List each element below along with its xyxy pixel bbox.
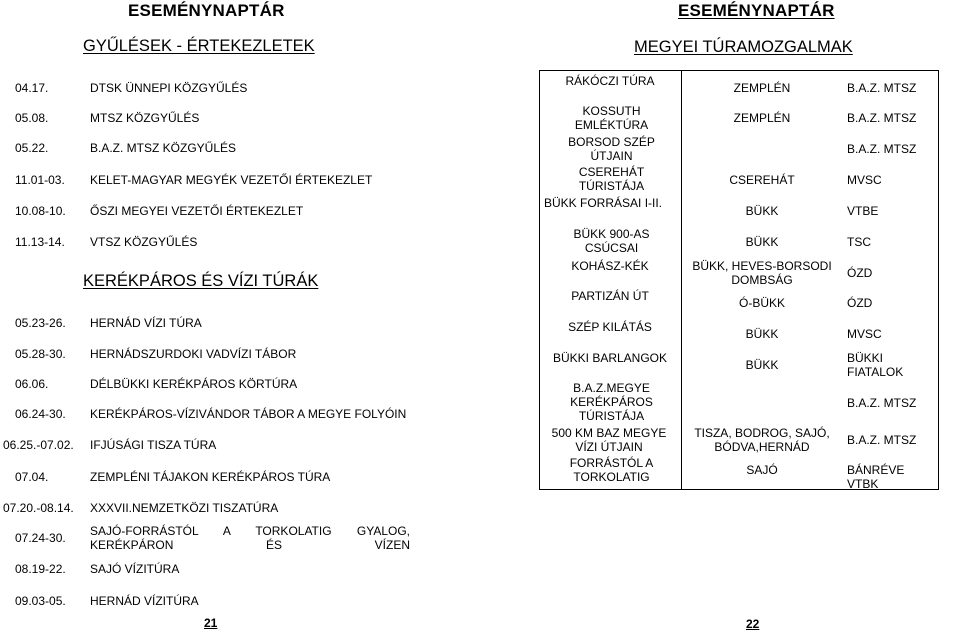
- tour-organizer: B.A.Z. MTSZ: [847, 111, 917, 125]
- event-date: 06.24-30.: [15, 407, 66, 421]
- event-date: 07.20.-08.14.: [3, 501, 74, 515]
- event-date: 05.23-26.: [15, 316, 66, 330]
- event-title: KERÉKPÁROS-VÍZIVÁNDOR TÁBOR A MEGYE FOLYÓIN: [90, 407, 407, 421]
- tour-organizer: ÓZD: [847, 296, 873, 310]
- event-title: ŐSZI MEGYEI VEZETŐI ÉRTEKEZLET: [90, 204, 304, 218]
- page-number-right: 22: [746, 617, 760, 631]
- list-item: [0, 227, 420, 257]
- event-date: 06.06.: [15, 377, 49, 391]
- event-date: 10.08-10.: [15, 204, 66, 218]
- list-item: [0, 308, 420, 338]
- event-date: 04.17.: [15, 81, 49, 95]
- event-title: VTSZ KÖZGYŰLÉS: [90, 235, 198, 249]
- tour-organizer: B.A.Z. MTSZ: [847, 396, 917, 410]
- event-title: KELET-MAGYAR MEGYÉK VEZETŐI ÉRTEKEZLET: [90, 173, 373, 187]
- list-item: [0, 133, 420, 163]
- list-item: [0, 399, 420, 429]
- event-title: SAJÓ VÍZITÚRA: [90, 562, 180, 576]
- right-header-title: ESEMÉNYNAPTÁR: [678, 1, 835, 20]
- event-date: 11.01-03.: [15, 173, 65, 187]
- section-title-tour-movements: MEGYEI TÚRAMOZGALMAK: [634, 38, 853, 56]
- tour-region: TISZA, BODROG, SAJÓ, BÓDVA,HERNÁD: [694, 426, 830, 454]
- tour-name: RÁKÓCZI TÚRA: [565, 74, 655, 88]
- tour-region: ZEMPLÉN: [733, 81, 791, 95]
- tour-region: BÜKK: [745, 327, 779, 341]
- list-item: [0, 523, 420, 553]
- tour-region: BÜKK: [745, 235, 779, 249]
- list-item: [0, 103, 420, 133]
- tour-region: Ó-BÜKK: [738, 296, 785, 310]
- section-title-bike-water: KERÉKPÁROS ÉS VÍZI TÚRÁK: [83, 272, 319, 290]
- tour-organizer: ÓZD: [847, 266, 873, 280]
- event-date: 07.24-30.: [15, 531, 66, 545]
- section-title-meetings: GYŰLÉSEK - ÉRTEKEZLETEK: [83, 37, 315, 55]
- tour-name: BORSOD SZÉP ÚTJAIN: [568, 135, 655, 163]
- page-number-left: 21: [204, 616, 218, 630]
- tour-name: FORRÁSTÓL A TORKOLATIG: [569, 456, 654, 484]
- event-title: HERNÁD VÍZITÚRA: [90, 594, 199, 608]
- event-title: SAJÓ-FORRÁSTÓL A TORKOLATIG GYALOG, KERÉKPÁRON ÉS VÍZEN: [90, 524, 410, 552]
- list-item: [0, 165, 420, 195]
- event-title: MTSZ KÖZGYŰLÉS: [90, 111, 200, 125]
- list-item: [0, 339, 420, 369]
- event-title: IFJÚSÁGI TISZA TÚRA: [90, 438, 217, 452]
- tour-region: BÜKK, HEVES-BORSODI DOMBSÁG: [692, 259, 832, 287]
- event-date: 06.25.-07.02.: [3, 438, 74, 452]
- event-date: 05.28-30.: [15, 347, 66, 361]
- tour-organizer: MVSC: [847, 173, 882, 187]
- tour-organizer: B.A.Z. MTSZ: [847, 81, 917, 95]
- column-divider: [681, 70, 682, 490]
- event-title: DÉLBÜKKI KERÉKPÁROS KÖRTÚRA: [90, 377, 298, 391]
- tour-name: KOHÁSZ-KÉK: [571, 259, 649, 273]
- tour-region: ZEMPLÉN: [733, 111, 791, 125]
- tour-organizer: TSC: [847, 235, 871, 249]
- list-item: [0, 369, 420, 399]
- event-date: 07.04.: [15, 470, 49, 484]
- tour-region: SAJÓ: [746, 463, 778, 477]
- event-title: HERNÁDSZURDOKI VADVÍZI TÁBOR: [90, 347, 297, 361]
- tour-organizer: B.A.Z. MTSZ: [847, 142, 917, 156]
- event-date: 05.08.: [15, 111, 49, 125]
- event-date: 09.03-05.: [15, 594, 66, 608]
- list-item: [0, 462, 420, 492]
- tour-region: BÜKK: [745, 358, 779, 372]
- tour-organizer: BÜKKI FIATALOK: [847, 351, 904, 379]
- event-date: 05.22.: [15, 141, 49, 155]
- tour-organizer: MVSC: [847, 327, 882, 341]
- tour-organizer: VTBE: [847, 204, 879, 218]
- tour-name: BÜKKI BARLANGOK: [552, 351, 668, 365]
- list-item: [0, 493, 420, 523]
- tour-name: PARTIZÁN ÚT: [571, 289, 649, 303]
- tour-region: CSEREHÁT: [729, 173, 795, 187]
- tour-name: 500 KM BAZ MEGYE VÍZI ÚTJAIN: [551, 426, 667, 454]
- left-header-title: ESEMÉNYNAPTÁR: [128, 1, 285, 20]
- event-date: 11.13-14.: [15, 235, 65, 249]
- tour-region: BÜKK: [745, 204, 779, 218]
- list-item: [0, 586, 420, 616]
- tour-organizer: B.A.Z. MTSZ: [847, 433, 917, 447]
- tour-name: BÜKK 900-AS CSÚCSAI: [573, 227, 650, 255]
- tour-name: B.A.Z.MEGYE KERÉKPÁROS TÚRISTÁJA: [570, 381, 653, 423]
- tour-organizer: BÁNRÉVE VTBK: [847, 463, 905, 491]
- tour-name: BÜKK FORRÁSAI I-II.: [544, 196, 663, 210]
- list-item: [0, 554, 420, 584]
- event-title: DTSK ÜNNEPI KÖZGYŰLÉS: [90, 81, 248, 95]
- event-title: B.A.Z. MTSZ KÖZGYŰLÉS: [90, 141, 237, 155]
- list-item: [0, 73, 420, 103]
- tour-movements-table: [539, 70, 939, 490]
- event-title: XXXVII.NEMZETKÖZI TISZATÚRA: [90, 501, 279, 515]
- list-item: [0, 196, 420, 226]
- tour-name: CSEREHÁT TÚRISTÁJA: [578, 165, 645, 193]
- list-item: [0, 430, 420, 460]
- event-date: 08.19-22.: [15, 562, 66, 576]
- tour-name: SZÉP KILÁTÁS: [568, 320, 652, 334]
- event-title: HERNÁD VÍZI TÚRA: [90, 316, 202, 330]
- tour-name: KOSSUTH EMLÉKTÚRA: [574, 104, 649, 132]
- event-title: ZEMPLÉNI TÁJAKON KERÉKPÁROS TÚRA: [90, 470, 331, 484]
